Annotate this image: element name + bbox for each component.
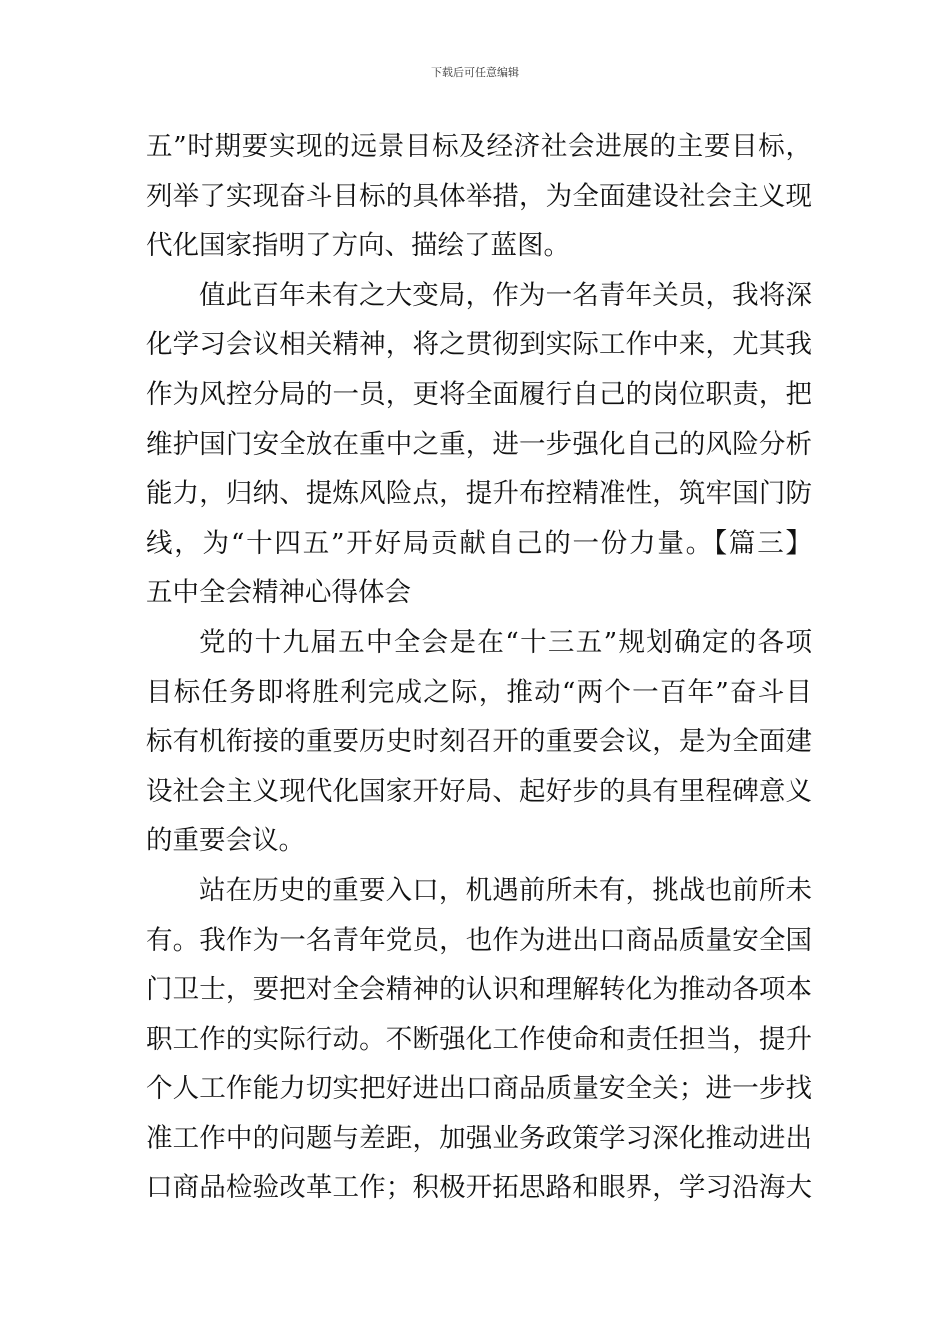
- text-line: 设社会主义现代化国家开好局、起好步的具有里程碑意义: [146, 775, 812, 807]
- section-title: 五中全会精神心得体会: [146, 577, 411, 609]
- text-line: 列举了实现奋斗目标的具体举措，为全面建设社会主义现: [146, 180, 812, 212]
- document-body: [146, 122, 812, 1213]
- text-line: 口商品检验改革工作；积极开拓思路和眼界，学习沿海大: [146, 1172, 812, 1204]
- text-line: 作为风控分局的一员，更将全面履行自己的岗位职责，把: [146, 378, 812, 410]
- text-line: 有。我作为一名青年党员，也作为进出口商品质量安全国: [146, 924, 812, 956]
- text-line: 线，为“十四五”开好局贡献自己的一份力量。【篇三】: [146, 527, 812, 559]
- text-line: 门卫士，要把对全会精神的认识和理解转化为推动各项本: [146, 974, 812, 1006]
- text-line: 职工作的实际行动。不断强化工作使命和责任担当，提升: [146, 1023, 812, 1055]
- text-line: 的重要会议。: [146, 825, 305, 857]
- text-line: 化学习会议相关精神，将之贯彻到实际工作中来，尤其我: [146, 329, 812, 361]
- text-line: 目标任务即将胜利完成之际，推动“两个一百年”奋斗目: [146, 676, 812, 708]
- text-line: 值此百年未有之大变局，作为一名青年关员，我将深: [199, 279, 812, 311]
- text-line: 个人工作能力切实把好进出口商品质量安全关；进一步找: [146, 1073, 812, 1105]
- text-line: 准工作中的问题与差距，加强业务政策学习深化推动进出: [146, 1122, 812, 1154]
- text-line: 站在历史的重要入口，机遇前所未有，挑战也前所未: [199, 874, 812, 906]
- text-line: 五”时期要实现的远景目标及经济社会进展的主要目标，: [146, 131, 812, 162]
- text-line: 代化国家指明了方向、描绘了蓝图。: [146, 230, 570, 262]
- text-line: 党的十九届五中全会是在“十三五”规划确定的各项: [199, 626, 812, 658]
- text-line: 标有机衔接的重要历史时刻召开的重要会议，是为全面建: [146, 726, 812, 758]
- text-line: 维护国门安全放在重中之重，进一步强化自己的风险分析: [146, 428, 812, 460]
- page-header: 下载后可任意编辑: [431, 66, 519, 79]
- text-line: 能力，归纳、提炼风险点，提升布控精准性，筑牢国门防: [146, 478, 812, 510]
